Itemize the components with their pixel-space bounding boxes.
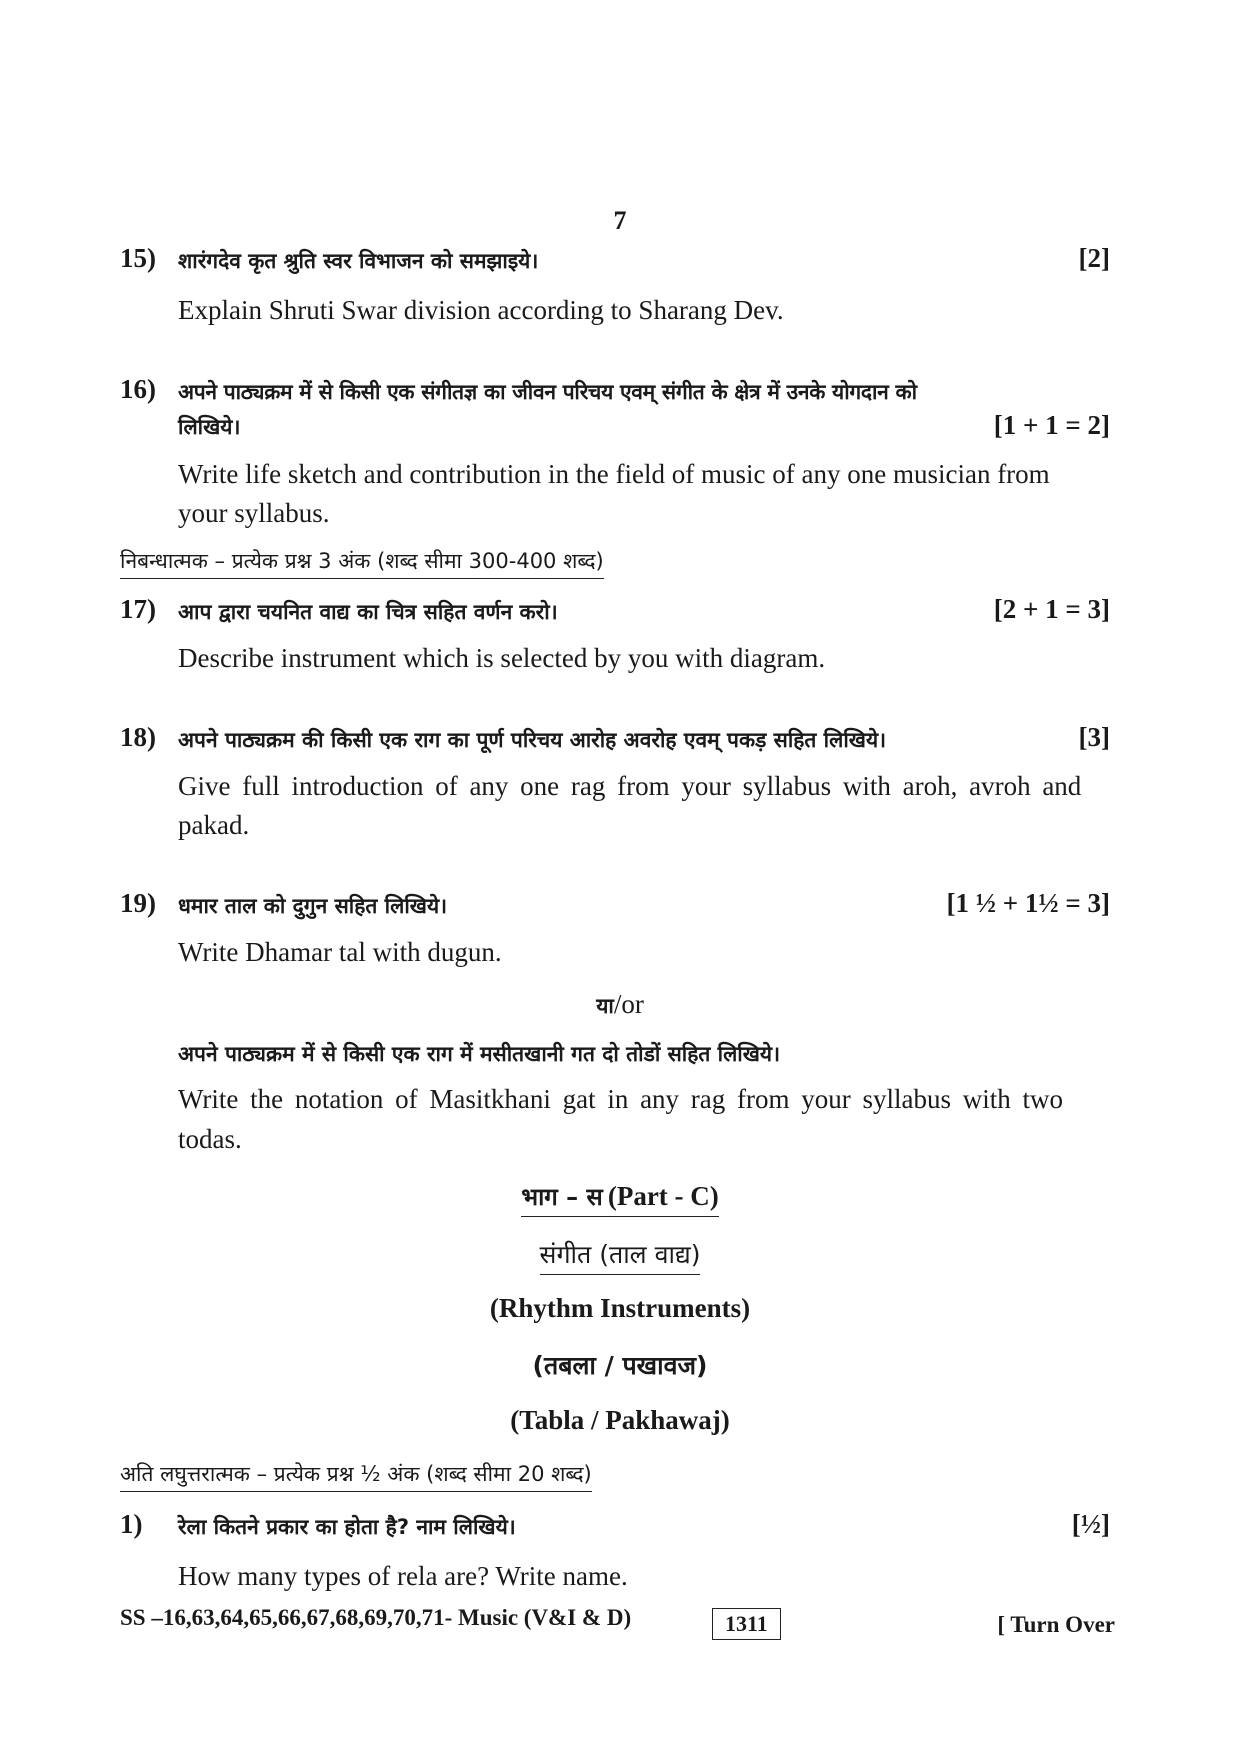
question-16-hindi-line2: लिखिये। [178,415,241,439]
part-c-english: (Part - C) [607,1181,719,1211]
instruments-heading-hindi: (तबला / पखावज) [532,1351,708,1380]
page-number: 7 [613,206,627,235]
question-17-english: Describe instrument which is selected by you with diagram. [178,643,826,673]
instruments-heading-english: (Tabla / Pakhawaj) [510,1405,730,1435]
subject-heading-hindi-wrap [0,1237,1240,1275]
question-18-english-line2: pakad. [178,810,250,840]
question-18-number: 18) [120,722,156,752]
subject-heading-english: (Rhythm Instruments) [489,1293,751,1323]
question-15-number: 15) [120,243,156,273]
question-18-hindi: अपने पाठ्यक्रम की किसी एक राग का पूर्ण परिचय आरोह अवरोह एवम् पकड़ सहित लिखिये। [178,728,887,752]
question-18-marks: [3] [1078,722,1110,752]
question-19-alt-english-line1: Write the notation of Masitkhani gat in any rag from your syllabus with two [178,1084,1064,1114]
question-19-hindi: धमार ताल को दुगुन सहित लिखिये। [178,894,448,918]
footer-code-box: 1311 [712,1608,781,1640]
question-1-hindi: रेला कितने प्रकार का होता है? नाम लिखिये। [178,1515,516,1539]
question-16-number: 16) [120,374,156,404]
question-15-marks: [2] [1078,243,1110,273]
question-15-english: Explain Shruti Swar division according to Sharang Dev. [178,295,784,325]
question-16-english-line2: your syllabus. [178,498,330,528]
question-17-hindi: आप द्वारा चयनित वाद्य का चित्र सहित वर्णन करो। [178,600,558,624]
part-c-heading [0,1180,1240,1217]
question-1-english: How many types of rela are? Write name. [178,1561,628,1591]
question-17-marks: [2 + 1 = 3] [993,594,1110,624]
or-separator [0,985,1240,1024]
or-hindi: या [596,994,614,1018]
question-16-marks: [1 + 1 = 2] [993,410,1110,440]
question-19-english: Write Dhamar tal with dugun. [178,937,502,967]
section-heading-essay: निबन्धात्मक – प्रत्येक प्रश्न 3 अंक (शब्द सीमा 300-400 शब्द) [120,547,604,579]
question-16-english-line1: Write life sketch and contribution in the field of music of any one musician from [178,459,1050,489]
question-1-number: 1) [120,1509,143,1539]
question-1-marks: [½] [1071,1509,1110,1539]
question-19-alt-english-line2: todas. [178,1124,242,1154]
question-17-number: 17) [120,594,156,624]
footer-paper-code: SS –16,63,64,65,66,67,68,69,70,71- Music (V&I & D) [120,1605,632,1630]
part-c-hindi: भाग – स [521,1183,603,1211]
question-19-number: 19) [120,888,156,918]
turn-over-label: [ Turn Over [997,1612,1115,1637]
or-english: /or [613,989,644,1019]
question-15-hindi: शारंगदेव कृत श्रुति स्वर विभाजन को समझाइये। [178,249,539,273]
subject-heading-hindi: संगीत (ताल वाद्य) [540,1237,701,1275]
question-19-alt-hindi: अपने पाठ्यक्रम में से किसी एक राग में मसीतखानी गत दो तोडों सहित लिखिये। [178,1042,781,1066]
section-heading-short: अति लघुत्तरात्मक – प्रत्येक प्रश्न ½ अंक (शब्द सीमा 20 शब्द) [120,1460,592,1492]
question-16-hindi-line1: अपने पाठ्यक्रम में से किसी एक संगीतज्ञ का जीवन परिचय एवम् संगीत के क्षेत्र में उनके योगदान को [178,380,917,404]
question-19-marks: [1 ½ + 1½ = 3] [946,888,1110,918]
question-18-english-line1: Give full introduction of any one rag from your syllabus with aroh, avroh and [178,771,1082,801]
